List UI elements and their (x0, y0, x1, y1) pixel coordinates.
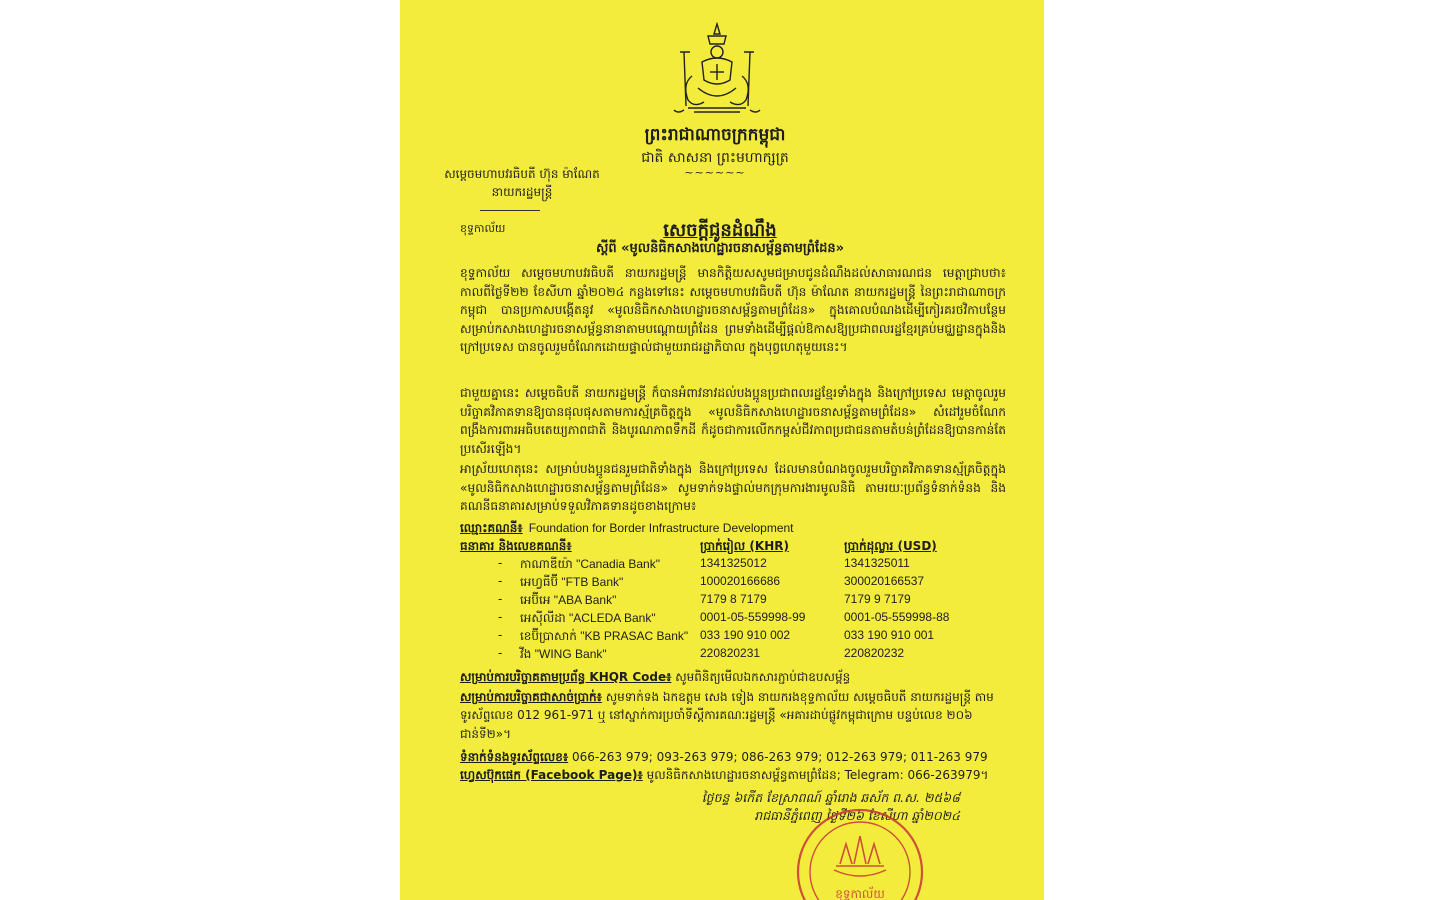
khqr-label: សម្រាប់ការបរិច្ចាគតាមប្រព័ន្ធ KHQR Code៖ (460, 670, 672, 684)
sender-line-1: សម្ដេចមហាបវរធិបតី ហ៊ុន ម៉ាណែត (444, 167, 600, 181)
usd-account-number: 7179 9 7179 (844, 592, 911, 606)
bank-name: អេប៊ីអេ "ABA Bank" (520, 593, 617, 607)
bank-name: អេស៊ីលីដា "ACLEDA Bank" (520, 611, 656, 625)
khr-account-number: 0001-05-559998-99 (700, 610, 806, 624)
bank-row: - កាណាឌីយ៉ា "Canadia Bank" 1341325012 1341325011 (460, 556, 1020, 574)
khr-account-number: 033 190 910 002 (700, 628, 791, 642)
khr-account-number: 220820231 (700, 646, 761, 660)
bank-row: - វីង "WING Bank" 220820231 220820232 (460, 646, 1020, 664)
facebook-text: មូលនិធិកសាងហេដ្ឋារចនាសម្ព័ន្ធតាមព្រំដែន; Telegram: 066-263979។ (646, 768, 989, 782)
cash-donation-info (460, 688, 1010, 743)
bank-row: - អេស៊ីលីដា "ACLEDA Bank" 0001-05-559998-99 0001-05-559998-88 (460, 610, 1020, 628)
notice-title: សេចក្ដីជូនដំណឹង (663, 220, 777, 241)
paragraph-2: ជាមួយគ្នានេះ សម្ដេចធិបតី នាយករដ្ឋមន្ត្រី ក៏បានអំពាវនាវដល់បងប្អូនប្រជាពលរដ្ឋខ្មែរទាំងក្នុង និងក្រៅប្រទេស មេត្តាចូលរួមបរិច្ចាគវិភាគទានឱ្យបានផុលផុសតាមការស្ម័គ្រចិត្តក្នុង «មូលនិធិកសាងហេដ្ឋារចនាសម្ព័ន្ធតាមព្រំដែន» សំដៅរួមចំណែកពង្រឹងការពារអធិបតេយ្យភាពជាតិ និងបូរណភាពទឹកដី ក៏ដូចជាការលើកកម្ពស់ជីវភាពប្រជាជនតាមតំបន់ព្រំដែនឱ្យបានកាន់តែប្រសើរឡើង។ (460, 386, 1006, 456)
contact-info (460, 748, 1010, 766)
account-name (460, 520, 794, 538)
account-name-value: Foundation for Border Infrastructure Development (528, 521, 794, 535)
bank-table-header (460, 538, 1020, 556)
khqr-text: សូមពិនិត្យមើលឯកសារភ្ជាប់ជាឧបសម្ព័ន្ធ (675, 670, 851, 684)
usd-account-number: 0001-05-559998-88 (844, 610, 950, 624)
paragraph-3: អាស្រ័យហេតុនេះ សម្រាប់បងប្អូនជនរួមជាតិទាំងក្នុង និងក្រៅប្រទេស ដែលមានបំណងចូលរួមបរិច្ចាគវិភាគទានស្ម័គ្រចិត្តក្នុង «មូលនិធិកសាងហេដ្ឋារចនាសម្ព័ន្ធតាមព្រំដែន» សូមទាក់ទងផ្ទាល់មកក្រុមការងារមូលនិធិ តាមរយៈប្រព័ន្ធទំនាក់ទំនង និងគណនីធនាគារសម្រាប់ទទួលវិភាគទានដូចខាងក្រោម៖ (460, 462, 1006, 514)
official-seal-icon (794, 806, 926, 900)
contact-label: ទំនាក់ទំនងទូរស័ព្ទលេខ៖ (460, 750, 569, 764)
office-label: ខុទ្ទកាល័យ (460, 222, 506, 235)
cash-donation-text: សូមទាក់ទង ឯកឧត្ដម សេង ទៀង នាយករងខុទ្ទកាល័យ សម្ដេចធិបតី នាយករដ្ឋមន្ត្រី តាមទូរស័ព្ទលេខ 012 961-971 ឬ នៅស្នាក់ការប្រចាំទីស្ដីការគណៈរដ្ឋមន្ត្រី «អគារដាប់ផ្លូវកម្ពុជាក្រោម បន្ទប់លេខ ២០៦ ជាន់ទី២»។ (460, 690, 994, 741)
usd-account-number: 300020166537 (844, 574, 925, 588)
bank-row: - អេប៊ីអេ "ABA Bank" 7179 8 7179 7179 9 7179 (460, 592, 1020, 610)
bank-name: វីង "WING Bank" (520, 647, 607, 661)
sender-divider (480, 210, 540, 211)
bank-name: កាណាឌីយ៉ា "Canadia Bank" (520, 557, 660, 571)
usd-account-number: 220820232 (844, 646, 905, 660)
sender-block (422, 165, 622, 201)
seal-text: ខុទ្ទកាល័យ (835, 887, 885, 900)
khqr-info (460, 668, 1010, 686)
royal-arms-emblem-icon (664, 22, 770, 118)
usd-column-header: ប្រាក់ដុល្លារ (USD) (844, 539, 937, 553)
motto-ornament: ~~~~~~ (684, 166, 746, 179)
bank-row: - អេហ្វធីប៊ី "FTB Bank" 100020166686 300020166537 (460, 574, 1020, 592)
khr-column-header: ប្រាក់រៀល (KHR) (700, 539, 789, 553)
paragraph-1: ខុទ្ទកាល័យ សម្ដេចមហាបវរធិបតី នាយករដ្ឋមន្ត្រី មានកិត្តិយសសូមជម្រាបជូនដំណឹងដល់សាធារណជន មេត្តាជ្រាបថា៖ កាលពីថ្ងៃទី២២ ខែសីហា ឆ្នាំ២០២៤ កន្លងទៅនេះ សម្ដេចមហាបវរធិបតី ហ៊ុន ម៉ាណែត នាយករដ្ឋមន្ត្រី នៃព្រះរាជាណាចក្រកម្ពុជា បានប្រកាសបង្កើតនូវ «មូលនិធិកសាងហេដ្ឋារចនាសម្ព័ន្ធតាមព្រំដែន» ក្នុងគោលបំណងដើម្បីកៀរគរថវិកាបន្ថែមសម្រាប់កសាងហេដ្ឋារចនាសម្ព័ន្ធនានាតាមបណ្ដោយព្រំដែន ព្រមទាំងដើម្បីផ្ដល់ឱកាសឱ្យប្រជាពលរដ្ឋខ្មែរគ្រប់មជ្ឈដ្ឋានក្នុងនិងក្រៅប្រទេស បានចូលរួមចំណែកដោយផ្ទាល់ជាមួយរាជរដ្ឋាភិបាល ក្នុងបុព្វហេតុមួយនេះ។ (460, 266, 1006, 355)
lunar-date: ថ្ងៃចន្ទ ៦កើត ខែស្រាពណ៍ ឆ្នាំរោង ឆស័ក ព.ស. ២៥៦៨ (701, 790, 960, 805)
bank-name: អេហ្វធីប៊ី "FTB Bank" (520, 575, 624, 589)
national-motto: ជាតិ សាសនា ព្រះមហាក្សត្រ (641, 150, 789, 166)
khr-account-number: 100020166686 (700, 574, 781, 588)
bank-column-header: ធនាគារ និងលេខគណនី៖ (460, 539, 572, 553)
contact-numbers: 066-263 979; 093-263 979; 086-263 979; 012-263 979; 011-263 979 (571, 750, 988, 764)
khr-account-number: 7179 8 7179 (700, 592, 767, 606)
kingdom-heading: ព្រះរាជាណាចក្រកម្ពុជា (644, 125, 786, 145)
cash-donation-label: សម្រាប់ការបរិច្ចាគជាសាច់ប្រាក់៖ (460, 690, 602, 704)
account-name-label: ឈ្មោះគណនី៖ (460, 521, 523, 535)
notice-document (400, 0, 1044, 900)
usd-account-number: 033 190 910 001 (844, 628, 935, 642)
facebook-label: ហ្វេសប៊ុកផេក (Facebook Page)៖ (460, 768, 643, 782)
bank-row: - ខេប៊ីប្រាសាក់ "KB PRASAC Bank" 033 190 910 002 033 190 910 001 (460, 628, 1020, 646)
bank-account-table (460, 538, 1020, 664)
usd-account-number: 1341325011 (844, 556, 910, 570)
solar-date: រាជធានីភ្នំពេញ ថ្ងៃទី២៦ ខែសីហា ឆ្នាំ២០២៤ (754, 808, 960, 823)
notice-subject: ស្ដីពី «មូលនិធិកសាងហេដ្ឋារចនាសម្ព័ន្ធតាមព្រំដែន» (596, 241, 844, 256)
facebook-info (460, 766, 1010, 784)
sender-line-2: នាយករដ្ឋមន្ត្រី (491, 185, 553, 199)
khr-account-number: 1341325012 (700, 556, 767, 570)
bank-name: ខេប៊ីប្រាសាក់ "KB PRASAC Bank" (520, 629, 689, 643)
